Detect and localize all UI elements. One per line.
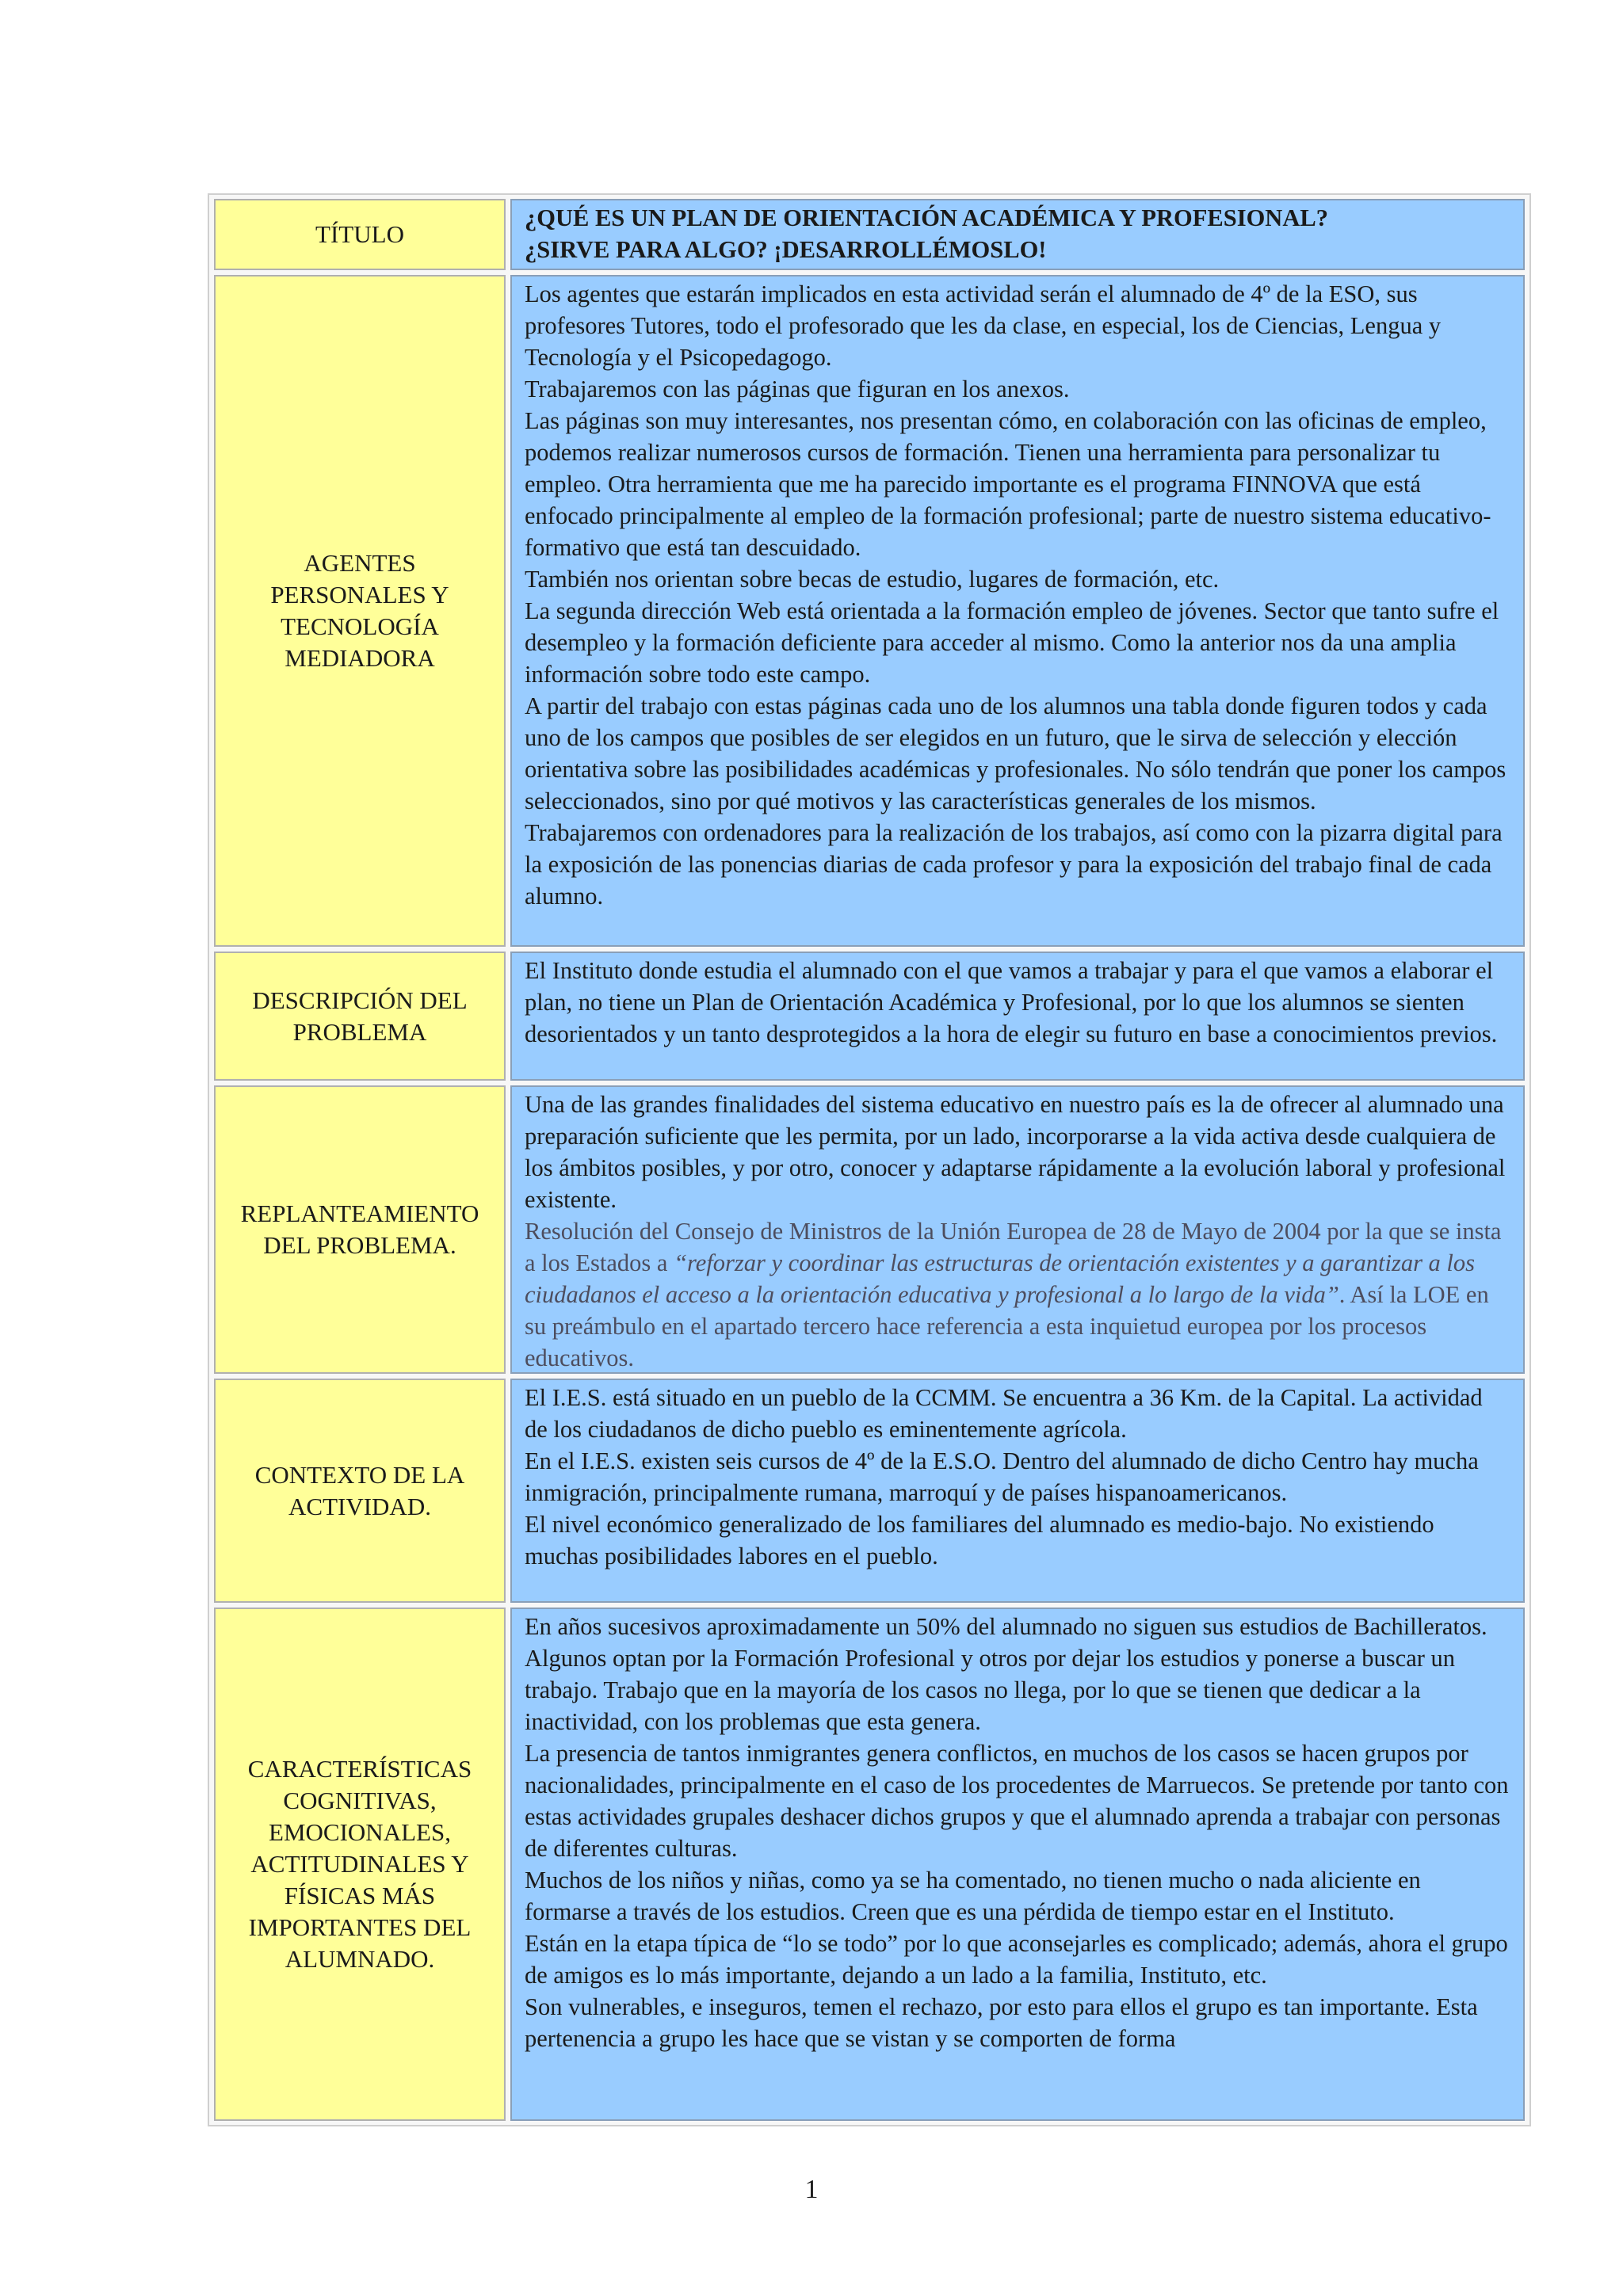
content-cell-caracteristicas [510, 1608, 1525, 2121]
content-cell-descripcion [510, 952, 1525, 1081]
label-cell-titulo [214, 199, 506, 270]
content-cell-agentes [510, 275, 1525, 947]
content-cell-titulo [510, 199, 1525, 270]
content-cell-contexto [510, 1379, 1525, 1603]
label-replanteamiento: REPLANTEAMIENTO DEL PROBLEMA. [240, 1199, 479, 1259]
label-cell-contexto [214, 1379, 506, 1603]
paragraph: El Instituto donde estudia el alumnado con el que vamos a trabajar y para el que vamos a elaborar el plan, no tiene un Plan de Orientación Académica y Profesional, por lo que los alumnos se sienten desorientados y un tanto desprotegidos a la hora de elegir su futuro en base a conocimientos previos. [525, 957, 1498, 1047]
citation-intro: Resolución del Consejo de Ministros de la Unión Europea de 28 de Mayo de 2004 por la que se insta a los Estados a [525, 1218, 1502, 1276]
paragraph: Muchos de los niños y niñas, como ya se ha comentado, no tienen mucho o nada aliciente en formarse a través de los estudios. Creen que es una pérdida de tiempo estar en el Instituto. [525, 1867, 1421, 1925]
label-cell-replanteamiento [214, 1085, 506, 1374]
table-row-agentes [214, 275, 1525, 947]
table-row-contexto [214, 1379, 1525, 1603]
paragraph: La presencia de tantos inmigrantes genera conflictos, en muchos de los casos se hacen grupos por nacionalidades, principalmente en el caso de los procedentes de Marruecos. Se pretende por tanto con estas actividades grupales deshacer dichos grupos y que el alumnado aprenda a trabajar con personas de diferentes culturas. [525, 1740, 1509, 1862]
label-cell-agentes [214, 275, 506, 947]
paragraph: Una de las grandes finalidades del sistema educativo en nuestro país es la de ofrecer al alumnado una preparación suficiente que les permita, por un lado, incorporarse a la vida activa desde cualquiera de los ámbitos posibles, y por otro, conocer y adaptarse rápidamente a la evolución laboral y profesional existente. [525, 1091, 1506, 1213]
paragraph: A partir del trabajo con estas páginas cada uno de los alumnos una tabla donde figuren todos y cada uno de los campos que posibles de ser elegidos en un futuro, que le sirva de selección y elección orientativa sobre las posibilidades académicas y profesionales. No sólo tendrán que poner los campos seleccionados, sino por qué motivos y las características generales de los mismos. [525, 692, 1507, 814]
label-agentes: AGENTES PERSONALES Y TECNOLOGÍA MEDIADORA [270, 549, 449, 672]
table-row-titulo [214, 199, 1525, 270]
label-cell-caracteristicas [214, 1608, 506, 2121]
page-number: 1 [804, 2175, 819, 2204]
label-titulo: TÍTULO [315, 220, 404, 248]
content-cell-replanteamiento [510, 1085, 1525, 1374]
paragraph: Trabajaremos con ordenadores para la realización de los trabajos, así como con la pizarra digital para la exposición de las ponencias diarias de cada profesor y para la exposición del trabajo final de cada alumno. [525, 819, 1503, 910]
citation-outro: . Así la LOE en su preámbulo en el apartado tercero hace referencia a esta inquietud europea por los procesos educativos. [525, 1281, 1489, 1371]
citation-paragraph [525, 1215, 1510, 1374]
document-title: ¿QUÉ ES UN PLAN DE ORIENTACIÓN ACADÉMICA Y PROFESIONAL? ¿SIRVE PARA ALGO? ¡DESARROLLÉMOSLO! [525, 204, 1328, 263]
label-descripcion: DESCRIPCIÓN DEL PROBLEMA [252, 986, 468, 1046]
paragraph: La segunda dirección Web está orientada a la formación empleo de jóvenes. Sector que tanto sufre el desempleo y la formación deficiente para acceder al mismo. Como la anterior nos da una amplia información sobre todo este campo. [525, 597, 1499, 688]
paragraph: Trabajaremos con las páginas que figuran en los anexos. [525, 376, 1070, 402]
table-row-descripcion [214, 952, 1525, 1081]
citation-quote: “reforzar y coordinar las estructuras de orientación existentes y a garantizar a los ciudadanos el acceso a la orientación educativa y profesional a lo largo de la vida” [525, 1249, 1476, 1308]
paragraph: El I.E.S. está situado en un pueblo de la CCMM. Se encuentra a 36 Km. de la Capital. La actividad de los ciudadanos de dicho pueblo es eminentemente agrícola. [525, 1384, 1483, 1443]
paragraph: También nos orientan sobre becas de estudio, lugares de formación, etc. [525, 566, 1220, 593]
paragraph: Las páginas son muy interesantes, nos presentan cómo, en colaboración con las oficinas de empleo, podemos realizar numerosos cursos de formación. Tienen una herramienta para personalizar tu empleo. Otra herramienta que me ha parecido importante es el programa FINNOVA que está enfocado principalmente al empleo de la formación profesional; parte de nuestro sistema educativo-formativo que está tan descuidado. [525, 407, 1491, 561]
paragraph: El nivel económico generalizado de los familiares del alumnado es medio-bajo. No existiendo muchas posibilidades labores en el pueblo. [525, 1511, 1434, 1569]
label-caracteristicas: CARACTERÍSTICAS COGNITIVAS, EMOCIONALES, ACTITUDINALES Y FÍSICAS MÁS IMPORTANTES DEL ALUMNADO. [247, 1755, 472, 1973]
paragraph: En años sucesivos aproximadamente un 50% del alumnado no siguen sus estudios de Bachilleratos. Algunos optan por la Formación Profesional y otros por dejar los estudios y ponerse a buscar un trabajo. Trabajo que en la mayoría de los casos no llega, por lo que se tienen que dedicar a la inactividad, con los problemas que esta genera. [525, 1613, 1487, 1735]
paragraph: Son vulnerables, e inseguros, temen el rechazo, por esto para ellos el grupo es tan importante. Esta pertenencia a grupo les hace que se vistan y se comporten de forma [525, 1993, 1478, 2052]
paragraph: En el I.E.S. existen seis cursos de 4º de la E.S.O. Dentro del alumnado de dicho Centro hay mucha inmigración, principalmente rumana, marroquí y de países hispanoamericanos. [525, 1447, 1479, 1506]
paragraph: Están en la etapa típica de “lo se todo” por lo que aconsejarles es complicado; además, ahora el grupo de amigos es lo más importante, dejando a un lado a la familia, Instituto, etc. [525, 1930, 1508, 1989]
table-row-caracteristicas [214, 1608, 1525, 2121]
paragraph: Los agentes que estarán implicados en esta actividad serán el alumnado de 4º de la ESO, sus profesores Tutores, todo el profesorado que les da clase, en especial, los de Ciencias, Lengua y Tecnología y el Psicopedagogo. [525, 280, 1442, 371]
label-cell-descripcion [214, 952, 506, 1081]
label-contexto: CONTEXTO DE LA ACTIVIDAD. [254, 1460, 465, 1520]
lesson-plan-table [208, 193, 1531, 2126]
table-row-replanteamiento [214, 1085, 1525, 1374]
